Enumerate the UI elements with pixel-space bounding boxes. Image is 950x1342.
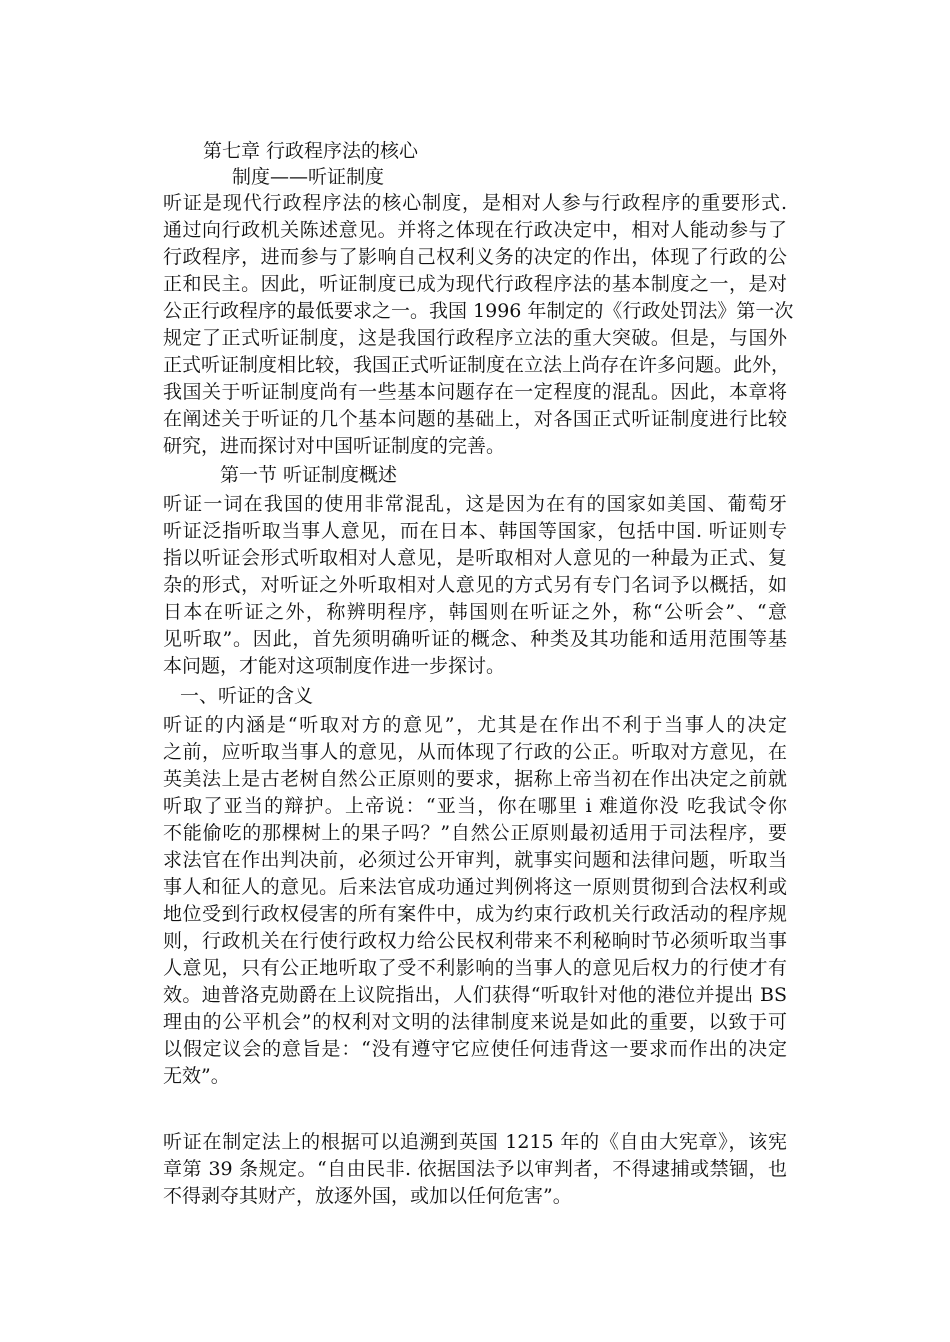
text-line: 不能偷吃的那棵树上的果子吗？”自然公正原则最初适用于司法程序，要: [163, 822, 787, 844]
text-line: 通过向行政机关陈述意见。并将之体现在行政决定中，相对人能动参与了: [163, 219, 787, 241]
text-line: 以假定议会的意旨是：“没有遵守它应使任何违背这一要求而作出的决定: [163, 1038, 787, 1060]
chapter-title-line-2: 制度——听证制度: [232, 166, 385, 188]
text-line: 求法官在作出判决前，必须过公开审判，就事实问题和法律问题，听取当: [163, 849, 787, 871]
text-line: 研究，进而探讨对中国听证制度的完善。: [163, 435, 506, 457]
text-line: 事人和征人的意见。后来法官成功通过判例将这一原则贯彻到合法权利或: [163, 876, 787, 898]
text-line: 见听取”。因此，首先须明确听证的概念、种类及其功能和适用范围等基: [163, 628, 787, 650]
text-line: 人意见，只有公正地听取了受不利影响的当事人的意见后权力的行使才有: [163, 957, 787, 979]
text-line: 英美法上是古老树自然公正原则的要求，据称上帝当初在作出决定之前就: [163, 768, 787, 790]
text-line: 杂的形式，对听证之外听取相对人意见的方式另有专门名词予以概括，如: [163, 574, 787, 596]
text-line: 我国关于听证制度尚有一些基本问题存在一定程度的混乱。因此，本章将: [163, 381, 787, 403]
text-line: 听证的内涵是“听取对方的意见”，尤其是在作出不利于当事人的决定: [163, 714, 787, 736]
text-line: 之前，应听取当事人的意见，从而体现了行政的公正。听取对方意见，在: [163, 741, 787, 763]
text-line: 听证在制定法上的根据可以追溯到英国 1215 年的《自由大宪章》，该宪: [163, 1131, 787, 1153]
text-line: 地位受到行政权侵害的所有案件中，成为约束行政机关行政活动的程序规: [163, 903, 787, 925]
text-line: 正式听证制度相比较，我国正式听证制度在立法上尚存在许多问题。此外，: [163, 354, 791, 376]
text-line: 指以听证会形式听取相对人意见，是听取相对人意见的一种最为正式、复: [163, 547, 787, 569]
text-line: 正和民主。因此，听证制度已成为现代行政程序法的基本制度之一，是对: [163, 273, 787, 295]
text-line: 听证一词在我国的使用非常混乱，这是因为在有的国家如美国、葡萄牙: [163, 493, 787, 515]
text-line: 听取了亚当的辩护。上帝说：“亚当，你在哪里 i 难道你没 吃我试令你: [163, 795, 787, 817]
text-line: 无效”。: [163, 1065, 230, 1087]
text-line: 本问题，才能对这项制度作进一步探讨。: [163, 655, 506, 677]
chapter-title-line-1: 第七章 行政程序法的核心: [203, 140, 419, 162]
text-line: 则，行政机关在行使行政权力给公民权利带来不利秘晌时节必须听取当事: [163, 930, 787, 952]
text-line: 在阐述关于听证的几个基本问题的基础上，对各国正式听证制度进行比较: [163, 408, 787, 430]
text-line: 理由的公平机会”的权利对文明的法律制度来说是如此的重要，以致于可: [163, 1011, 787, 1033]
text-line: 行政程序，进而参与了影响自己权利义务的决定的作出，体现了行政的公: [163, 246, 787, 268]
text-line: 规定了正式听证制度，这是我国行政程序立法的重大突破。但是，与国外: [163, 327, 787, 349]
text-line: 日本在听证之外，称辨明程序，韩国则在听证之外，称“公听会”、“意: [163, 601, 787, 623]
text-line: 听证泛指听取当事人意见，而在日本、韩国等国家，包括中国. 听证则专: [163, 520, 787, 542]
subheading-meaning: 一、听证的含义: [180, 685, 314, 707]
text-line: 公正行政程序的最低要求之一。我国 1996 年制定的《行政处罚法》第一次: [163, 300, 794, 322]
text-line: 听证是现代行政程序法的核心制度，是相对人参与行政程序的重要形式.: [163, 192, 787, 214]
text-line: 不得剥夺其财产，放逐外国，或加以任何危害”。: [163, 1185, 572, 1207]
text-line: 章第 39 条规定。“自由民非. 依据国法予以审判者，不得逮捕或禁锢，也: [163, 1158, 787, 1180]
section-heading: 第一节 听证制度概述: [220, 464, 398, 486]
text-line: 效。迪普洛克勋爵在上议院指出，人们获得“听取针对他的港位并提出 BS: [163, 984, 787, 1006]
